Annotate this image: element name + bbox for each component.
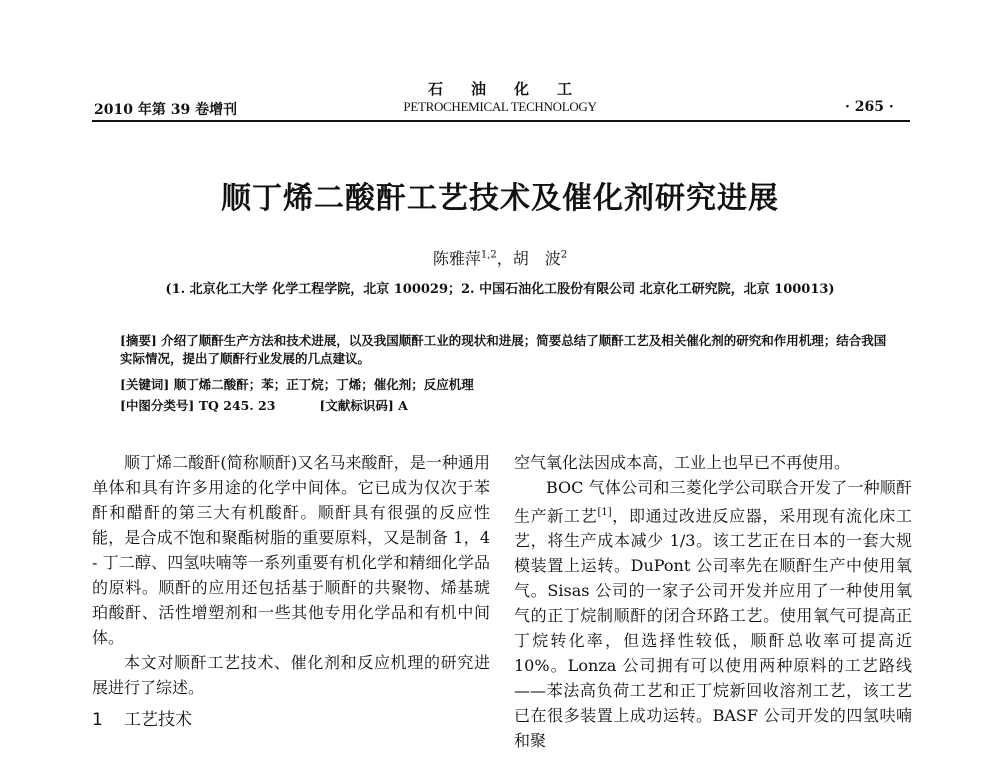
keywords xyxy=(120,376,890,394)
clc-code: TQ 245. 23 xyxy=(198,398,276,413)
section-title: 工艺技术 xyxy=(124,710,192,730)
author-separator: ， xyxy=(496,249,513,268)
keywords-label: [关键词] xyxy=(120,377,170,392)
author-affiliation-mark: 2 xyxy=(560,249,568,261)
abstract-text: 介绍了顺酐生产方法和技术进展，以及我国顺酐工业的现状和进展；简要总结了顺酐工艺及相关催化剂的研究和作用机理；结合我国实际情况，提出了顺酐行业发展的几点建议。 xyxy=(120,333,887,366)
body-column-right xyxy=(514,450,912,753)
body-paragraph: 顺丁烯二酸酐(简称顺酐)又名马来酸酐，是一种通用单体和具有许多用途的化学中间体。它已成为仅次于苯酐和醋酐的第三大有机酸酐。顺酐具有很强的反应性能，是合成不饱和聚酯树脂的重要原料，又是制备 1，4 - 丁二醇、四氢呋喃等一系列重要有机化学和精细化学品的原料。顺酐的应用还包括基于顺酐的共聚物、烯基琥珀酸酐、活性增塑剂和一些其他专用化学品和有机中间体。 xyxy=(92,453,490,647)
body-paragraph xyxy=(514,475,912,753)
abstract-label: [摘要] xyxy=(120,333,157,348)
author-affiliation-mark: 1,2 xyxy=(480,249,497,261)
journal-name-en: PETROCHEMICAL TECHNOLOGY xyxy=(403,99,597,114)
issue-info: 2010 年第 39 卷增刊 xyxy=(94,102,238,118)
classification xyxy=(120,397,890,415)
author-line xyxy=(0,246,1000,269)
keywords-text: 顺丁烯二酸酐；苯；正丁烷；丁烯；催化剂；反应机理 xyxy=(173,377,474,392)
citation: [1] xyxy=(597,507,612,518)
doc-code: A xyxy=(398,398,408,413)
body-paragraph: 本文对顺酐工艺技术、催化剂和反应机理的研究进展进行了综述。 xyxy=(92,653,490,697)
affiliations: (1. 北京化工大学 化学工程学院，北京 100029；2. 中国石油化工股份有限公司 北京化工研究院，北京 100013) xyxy=(165,282,835,297)
author-name: 陈雅萍 xyxy=(432,249,481,268)
body-paragraph: 空气氧化法因成本高，工业上也早已不再使用。 xyxy=(514,453,851,472)
abstract xyxy=(120,332,890,368)
body-text: BOC 气体公司和三菱化学公司联合开发了一种顺酐生产新工艺 xyxy=(514,478,912,526)
doc-code-label: [文献标识码] xyxy=(319,398,394,413)
body-column-left xyxy=(92,450,490,733)
body-text: ，即通过改进反应器，采用现有流化床工艺，将生产成本减少 1/3。该工艺正在日本的一套大规模装置上运转。DuPont 公司率先在顺酐生产中使用氧气。Sisas 公司的一家子公司开发并应用了一种使用氧气的正丁烷制顺酐的闭合环路工艺。使用氧气可提高正丁烷转化率，但选择性较低，顺酐总收率可提高近 10%。Lonza 公司拥有可以使用两种原料的工艺路线——苯法高负荷工艺和正丁烷新回收溶剂工艺，该工艺已在很多装置上成功运转。BASF 公司开发的四氢呋喃和聚 xyxy=(514,506,912,751)
article-title: 顺丁烯二酸酐工艺技术及催化剂研究进展 xyxy=(221,181,779,216)
header-rule xyxy=(92,120,910,122)
section-number: 1 xyxy=(92,710,103,730)
clc-label: [中图分类号] xyxy=(120,398,195,413)
author-name: 胡 波 xyxy=(512,249,561,268)
section-heading xyxy=(92,708,490,733)
page-number: · 265 · xyxy=(845,99,894,115)
journal-name-cn: 石油化工 xyxy=(427,80,600,98)
